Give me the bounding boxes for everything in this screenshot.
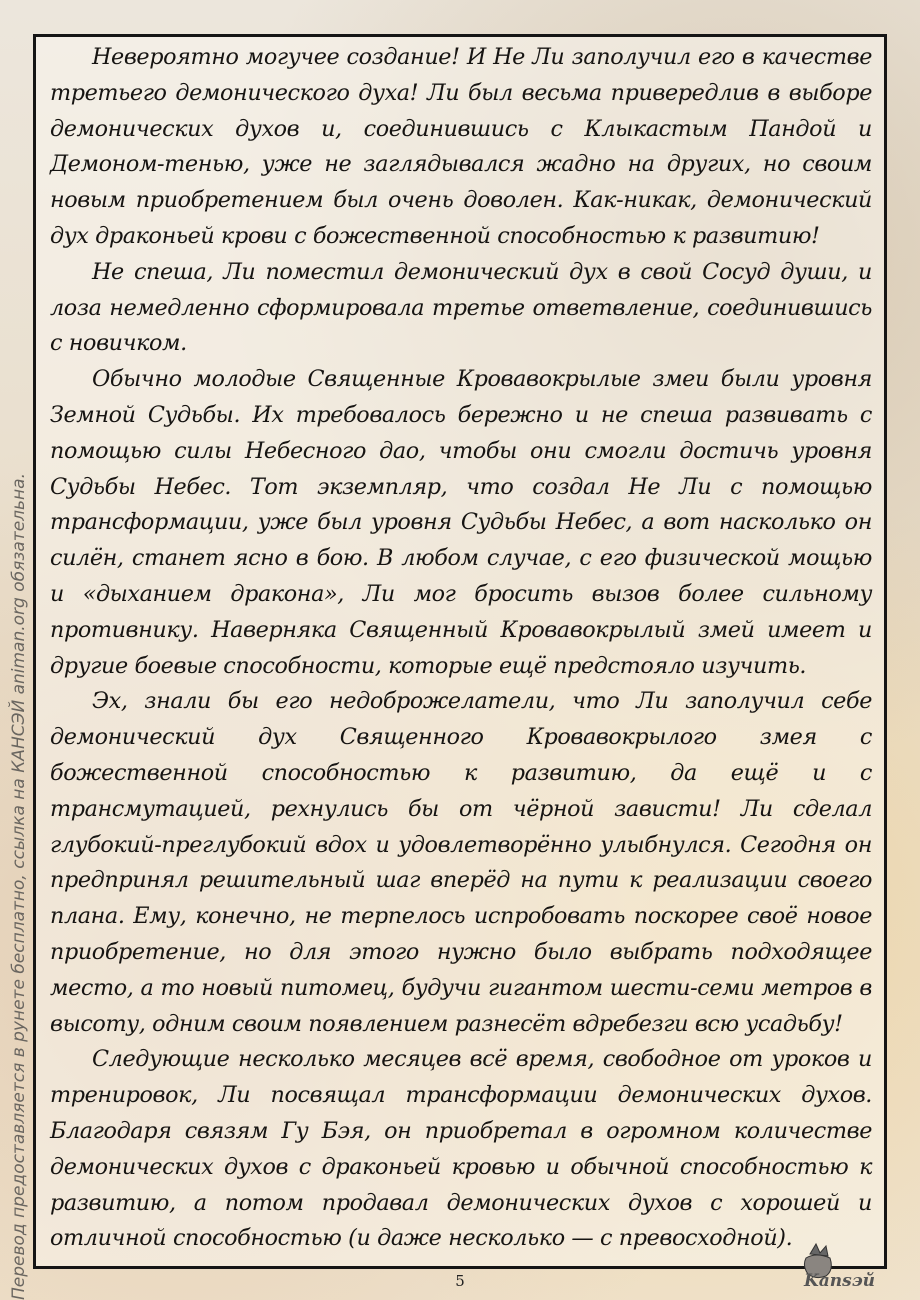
paragraph: Не спеша, Ли поместил демонический дух в свой Сосуд души, и лоза немедленно сформировала третье ответвление, соединившись с новичком. (50, 258, 872, 357)
svg-text:Kansэй: Kansэй (804, 1271, 876, 1291)
paragraph: Эх, знали бы его недоброжелатели, что Ли заполучил себе демонический дух Священного Кровавокрылого змея с божественной способностью к развитию, да ещё и с трансмутацией, рехнулись бы от чёрной зависти! Ли сделал глубокий-преглубокий вдох и удовлетворённо улыбнулся. Сегодня он предпринял решительный шаг вперёд на пути к реализации своего плана. Ему, конечно, не терпелось испробовать поскорее своё новое приобретение, но для этого нужно было выбрать подходящее место, а то новый питомец, будучи гигантом шести-семи метров в высоту, одним своим появлением разнесёт вдребезги всю усадьбу! (50, 688, 872, 1037)
paragraph: Невероятно могучее создание! И Не Ли заполучил его в качестве третьего демонического духа! Ли был весьма привередлив в выборе демонических духов и, соединившись с Клыкастым Пандой и Демоном-тенью, уже не заглядывался жадно на других, но своим новым приобретением был очень доволен. Как-никак, демонический дух драконьей крови с божественной способностью к развитию! (50, 44, 872, 249)
kansei-logo-icon (796, 1240, 880, 1292)
main-text (50, 40, 872, 1257)
paragraph: Следующие несколько месяцев всё время, свободное от уроков и тренировок, Ли посвящал трансформации демонических духов. Благодаря связям Гу Бэя, он приобретал в огромном количестве демонических духов с драконьей кровью и обычной способностью к развитию, а потом продавал демонических духов с хорошей и отличной способностью (и даже несколько — с превосходной). (50, 1046, 872, 1252)
page-number: 5 (455, 1272, 465, 1290)
translation-notice: Перевод предоставляется в рунете бесплатно, ссылка на КАНСЭЙ animan.org обязательна. (9, 473, 29, 1300)
paragraph: Обычно молодые Священные Кровавокрылые змеи были уровня Земной Судьбы. Их требовалось бережно и не спеша развивать с помощью силы Небесного дао, чтобы они смогли достичь уровня Судьбы Небес. Тот экземпляр, что создал Не Ли с помощью трансформации, уже был уровня Судьбы Небес, а вот насколько он силён, станет ясно в бою. В любом случае, с его физической мощью и «дыханием дракона», Ли мог бросить вызов более сильному противнику. Наверняка Священный Кровавокрылый змей имеет и другие боевые способности, которые ещё предстояло изучить. (50, 366, 872, 679)
